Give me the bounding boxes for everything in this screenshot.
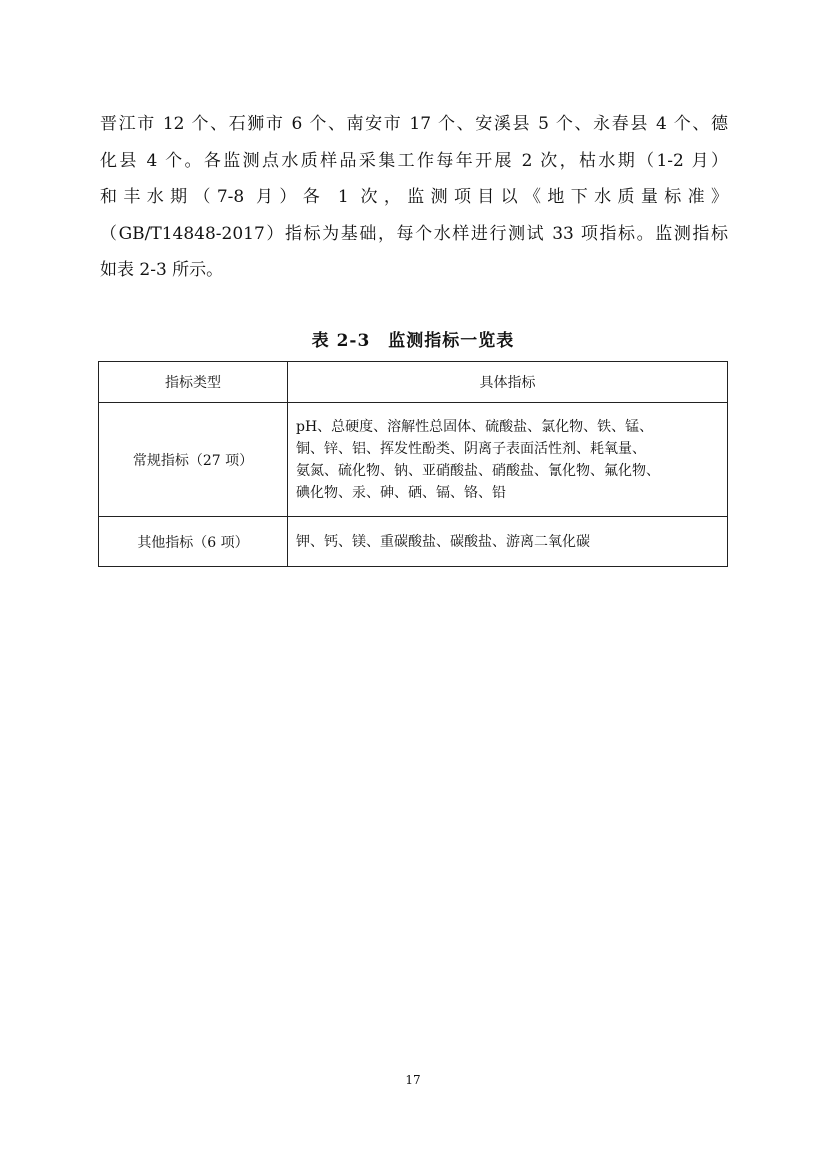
indicator-type-cell: 其他指标（6 项） — [99, 517, 288, 567]
items-line: 铜、锌、铝、挥发性酚类、阴离子表面活性剂、耗氧量、 — [296, 440, 646, 457]
items-line: 碘化物、汞、砷、硒、镉、铬、铅 — [296, 484, 506, 501]
table-header-row — [99, 362, 728, 403]
paragraph-line: 化县 4 个。各监测点水质样品采集工作每年开展 2 次，枯水期（1-2 月） — [100, 150, 728, 171]
paragraph-line: （GB/T14848-2017）指标为基础，每个水样进行测试 33 项指标。监测指标 — [100, 223, 728, 244]
table-row — [99, 517, 728, 567]
paragraph-line: 和丰水期（7-8 月）各 1 次，监测项目以《地下水质量标准》 — [100, 187, 728, 207]
indicator-table — [98, 361, 728, 567]
page-number: 17 — [405, 1073, 421, 1087]
header-specific-indicators: 具体指标 — [288, 362, 728, 403]
items-line: 氨氮、硫化物、钠、亚硝酸盐、硝酸盐、氰化物、氟化物、 — [296, 462, 660, 479]
indicator-items-cell — [288, 403, 728, 517]
table-caption: 表 2-3 监测指标一览表 — [311, 331, 515, 351]
indicator-type-cell: 常规指标（27 项） — [99, 403, 288, 517]
header-indicator-type: 指标类型 — [99, 362, 288, 403]
items-line: 钾、钙、镁、重碳酸盐、碳酸盐、游离二氧化碳 — [296, 533, 590, 550]
table-row — [99, 403, 728, 517]
paragraph-line: 晋江市 12 个、石狮市 6 个、南安市 17 个、安溪县 5 个、永春县 4 个、德 — [100, 114, 728, 134]
items-line: pH、总硬度、溶解性总固体、硫酸盐、氯化物、铁、锰、 — [296, 418, 654, 435]
indicator-items-cell — [288, 517, 728, 567]
body-paragraph — [100, 106, 728, 289]
paragraph-line: 如表 2-3 所示。 — [100, 260, 224, 280]
